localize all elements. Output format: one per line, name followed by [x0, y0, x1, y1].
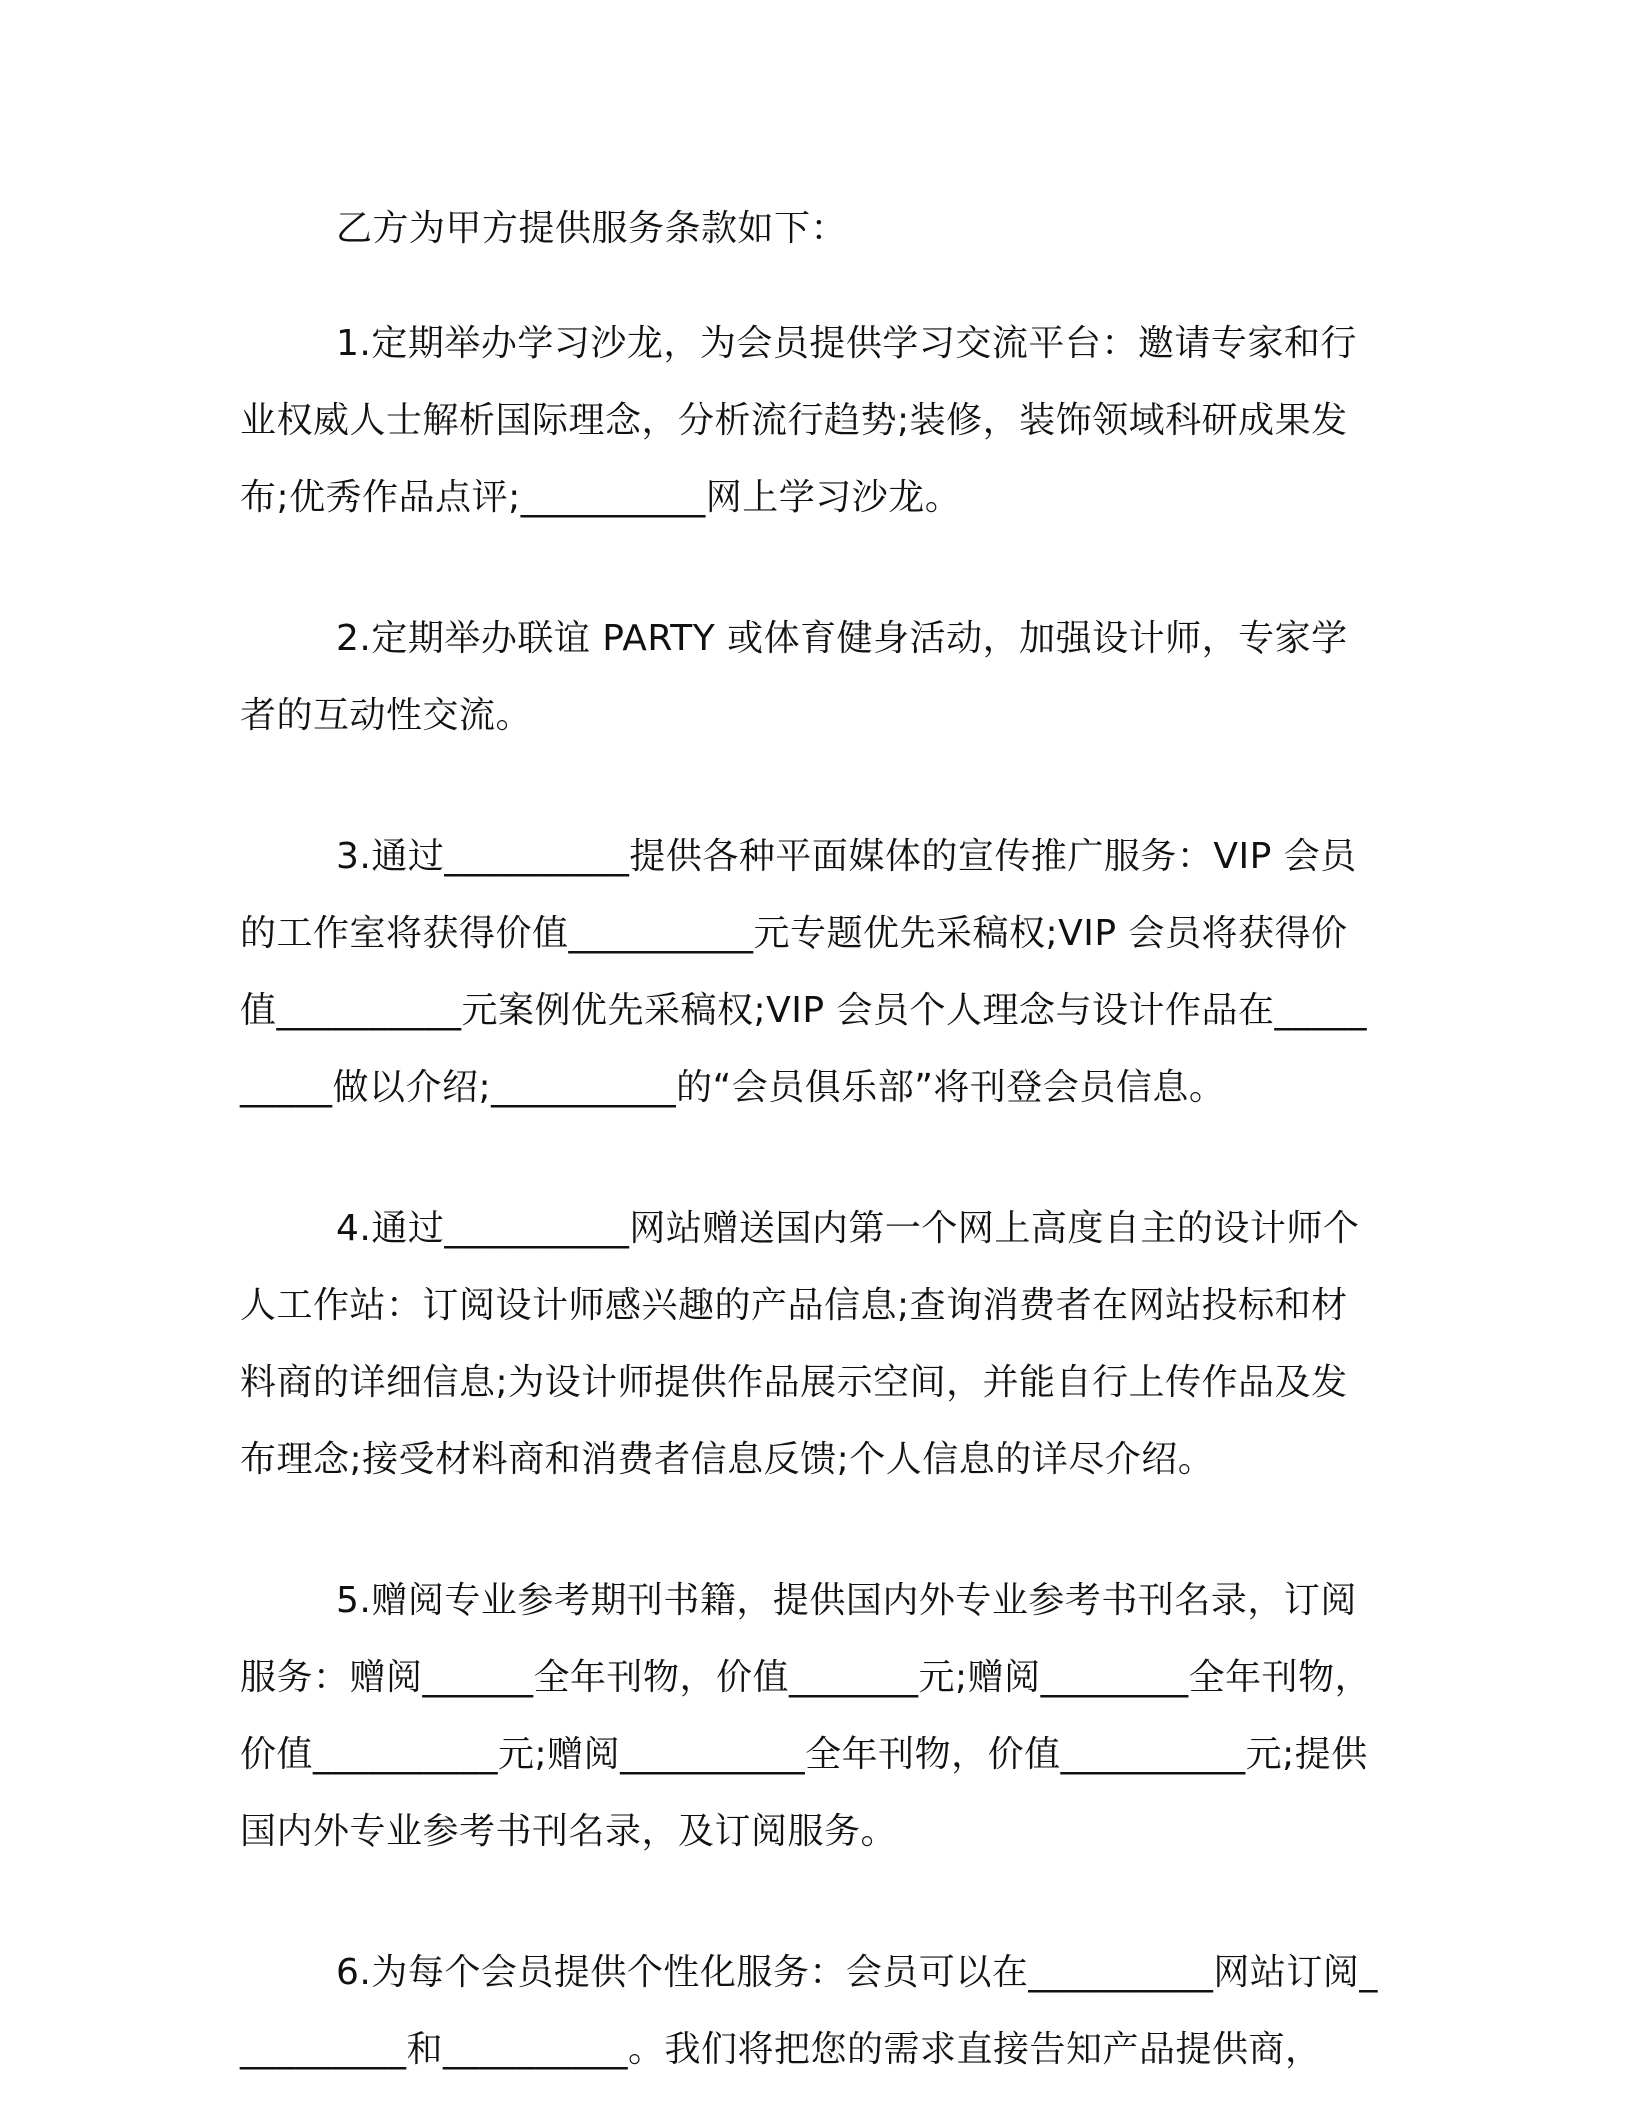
clause-6: 6.为每个会员提供个性化服务：会员可以在__________网站订阅__________和__________。我们将把您的需求直接告知产品提供商，: [240, 1952, 1378, 2070]
clause-2: 2.定期举办联谊 PARTY 或体育健身活动，加强设计师，专家学者的互动性交流。: [240, 618, 1348, 736]
clause-1: 1.定期举办学习沙龙，为会员提供学习交流平台：邀请专家和行业权威人士解析国际理念，分析流行趋势;装修，装饰领域科研成果发布;优秀作品点评;__________网上学习沙龙。: [240, 323, 1357, 518]
intro-paragraph: 乙方为甲方提供服务条款如下：: [336, 208, 848, 249]
clause-4: 4.通过__________网站赠送国内第一个网上高度自主的设计师个人工作站：订阅设计师感兴趣的产品信息;查询消费者在网站投标和材料商的详细信息;为设计师提供作品展示空间，并能自行上传作品及发布理念;接受材料商和消费者信息反馈;个人信息的详尽介绍。: [240, 1208, 1360, 1480]
document-page: [240, 190, 1380, 2070]
clause-3: 3.通过__________提供各种平面媒体的宣传推广服务：VIP 会员的工作室将获得价值__________元专题优先采稿权;VIP 会员将获得价值__________元案例优先采稿权;VIP 会员个人理念与设计作品在__________做以介绍;__________的“会员俱乐部”将刊登会员信息。: [240, 836, 1368, 1108]
clause-5: 5.赠阅专业参考期刊书籍，提供国内外专业参考书刊名录，订阅服务：赠阅______全年刊物，价值_______元;赠阅________全年刊物，价值__________元;赠阅__________全年刊物，价值__________元;提供国内外专业参考书刊名录，及订阅服务。: [240, 1580, 1372, 1852]
